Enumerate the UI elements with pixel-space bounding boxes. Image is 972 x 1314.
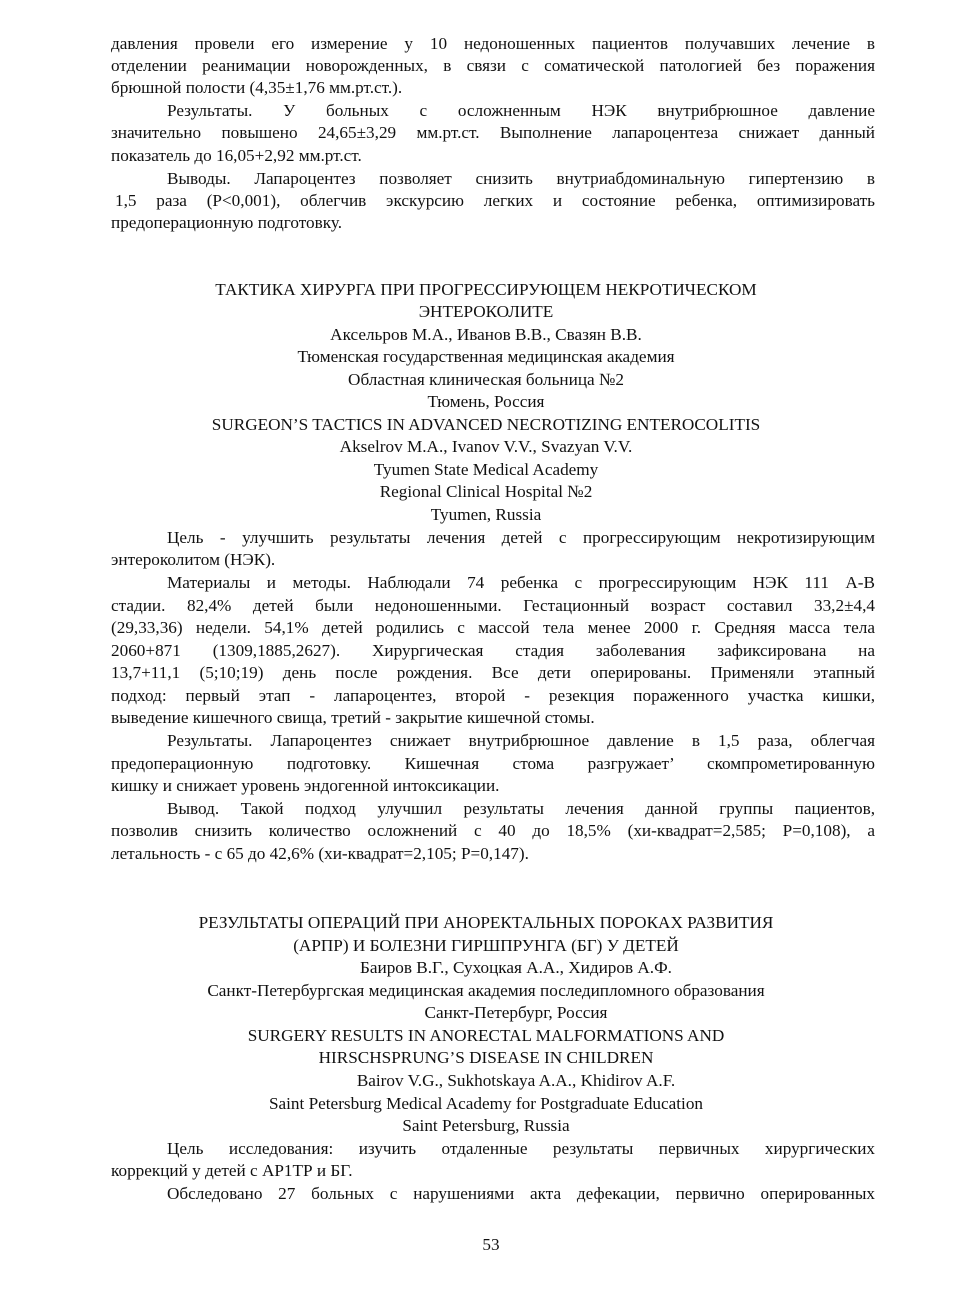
conclusion-line: Вывод. Такой подход улучшил результаты лечения данной группы пациентов, bbox=[167, 799, 875, 818]
city-en: Saint Petersburg, Russia bbox=[402, 1116, 570, 1135]
conclusion-line: летальность - с 65 до 42,6% (хи-квадрат=2,105; Р=0,147). bbox=[111, 844, 529, 863]
authors-en: Akselrov M.A., Ivanov V.V., Svazyan V.V. bbox=[339, 437, 633, 456]
authors-en: Bairov V.G., Sukhotskaya A.A., Khidirov A.F. bbox=[356, 1071, 676, 1090]
conclusion-line: позволив снизить количество осложнений с 40 до 18,5% (хи-квадрат=2,585; Р=0,108), а bbox=[111, 821, 875, 840]
article-title-en: SURGERY RESULTS IN ANORECTAL MALFORMATIONS AND bbox=[247, 1026, 725, 1045]
page-number: 53 bbox=[482, 1235, 500, 1254]
methods-line: (29,33,36) недели. 54,1% детей родились с массой тела менее 2000 г. Средняя масса тела bbox=[111, 618, 875, 637]
paragraph-line: Обследовано 27 больных с нарушениями акта дефекации, первично оперированных bbox=[167, 1184, 875, 1203]
article-title-ru-cont: (АРПР) И БОЛЕЗНИ ГИРШПРУНГА (БГ) У ДЕТЕЙ bbox=[293, 936, 679, 955]
article-title-en: SURGEON’S TACTICS IN ADVANCED NECROTIZING ENTEROCOLITIS bbox=[211, 415, 761, 434]
article-title-ru: РЕЗУЛЬТАТЫ ОПЕРАЦИЙ ПРИ АНОРЕКТАЛЬНЫХ ПОРОКАХ РАЗВИТИЯ bbox=[198, 913, 774, 932]
conclusion-line: 1,5 раза (P<0,001), облегчив экскурсию легких и состояние ребенка, оптимизировать bbox=[115, 191, 875, 210]
paragraph-line: давления провели его измерение у 10 недоношенных пациентов получавших лечение в bbox=[111, 34, 875, 53]
aim-line: Цель исследования: изучить отдаленные результаты первичных хирургических bbox=[167, 1139, 875, 1158]
results-line: значительно повышено 24,65±3,29 мм.рт.ст. Выполнение лапароцентеза снижает данный bbox=[111, 123, 875, 142]
conclusion-line: предоперационную подготовку. bbox=[111, 213, 342, 232]
institution-en: Regional Clinical Hospital №2 bbox=[379, 482, 593, 501]
methods-line: Материалы и методы. Наблюдали 74 ребенка с прогрессирующим НЭК 111 A-B bbox=[167, 573, 875, 592]
methods-line: стадии. 82,4% детей были недоношенными. Гестационный возраст составил 33,2±4,4 bbox=[111, 596, 875, 615]
results-line: показатель до 16,05+2,92 мм.рт.ст. bbox=[111, 146, 362, 165]
authors-ru: Баиров В.Г., Сухоцкая А.А., Хидиров А.Ф. bbox=[360, 958, 672, 977]
results-line: предоперационную подготовку. Кишечная стома разгружает’ скомпрометированную bbox=[111, 754, 875, 773]
city-ru: Санкт-Петербург, Россия bbox=[424, 1003, 608, 1022]
aim-line: Цель - улучшить результаты лечения детей с прогрессирующим некротизирующим bbox=[167, 528, 875, 547]
paragraph-line: отделении реанимации новорожденных, в связи с соматической патологией без поражения bbox=[111, 56, 875, 75]
methods-line: выведение кишечного свища, третий - закрытие кишечной стомы. bbox=[111, 708, 595, 727]
article-title-ru-cont: ЭНТЕРОКОЛИТЕ bbox=[418, 302, 554, 321]
institution-en: Tyumen State Medical Academy bbox=[373, 460, 599, 479]
conclusion-line: Выводы. Лапароцентез позволяет снизить внутриабдоминальную гипертензию в bbox=[167, 169, 875, 188]
aim-line: коррекций у детей с АР1ТР и БГ. bbox=[111, 1161, 353, 1180]
methods-line: подход: первый этап - лапароцентез, второй - резекция пораженного участка кишки, bbox=[111, 686, 875, 705]
aim-line: энтероколитом (НЭК). bbox=[111, 550, 276, 569]
institution-ru: Тюменская государственная медицинская академия bbox=[297, 347, 675, 366]
article-title-ru: ТАКТИКА ХИРУРГА ПРИ ПРОГРЕССИРУЮЩЕМ НЕКРОТИЧЕСКОМ bbox=[215, 280, 757, 299]
institution-ru: Областная клиническая больница №2 bbox=[348, 370, 624, 389]
institution-en: Saint Petersburg Medical Academy for Postgraduate Education bbox=[268, 1094, 704, 1113]
methods-line: 13,7+11,1 (5;10;19) день после рождения. Все дети оперированы. Применяли этапный bbox=[111, 663, 875, 682]
city-en: Tyumen, Russia bbox=[430, 505, 542, 524]
methods-line: 2060+871 (1309,1885,2627). Хирургическая стадия заболевания зафиксирована на bbox=[111, 641, 875, 660]
article-title-en-cont: HIRSCHSPRUNG’S DISEASE IN CHILDREN bbox=[318, 1048, 654, 1067]
authors-ru: Аксельров М.А., Иванов В.В., Свазян В.В. bbox=[330, 325, 642, 344]
paragraph-line: брюшной полости (4,35±1,76 мм.рт.ст.). bbox=[111, 78, 403, 97]
results-line: кишку и снижает уровень эндогенной интоксикации. bbox=[111, 776, 500, 795]
results-line: Результаты. У больных с осложненным НЭК внутрибрюшное давление bbox=[167, 101, 875, 120]
city-ru: Тюмень, Россия bbox=[427, 392, 545, 411]
results-line: Результаты. Лапароцентез снижает внутрибрюшное давление в 1,5 раза, облегчая bbox=[167, 731, 875, 750]
institution-ru: Санкт-Петербургская медицинская академия последипломного образования bbox=[207, 981, 765, 1000]
